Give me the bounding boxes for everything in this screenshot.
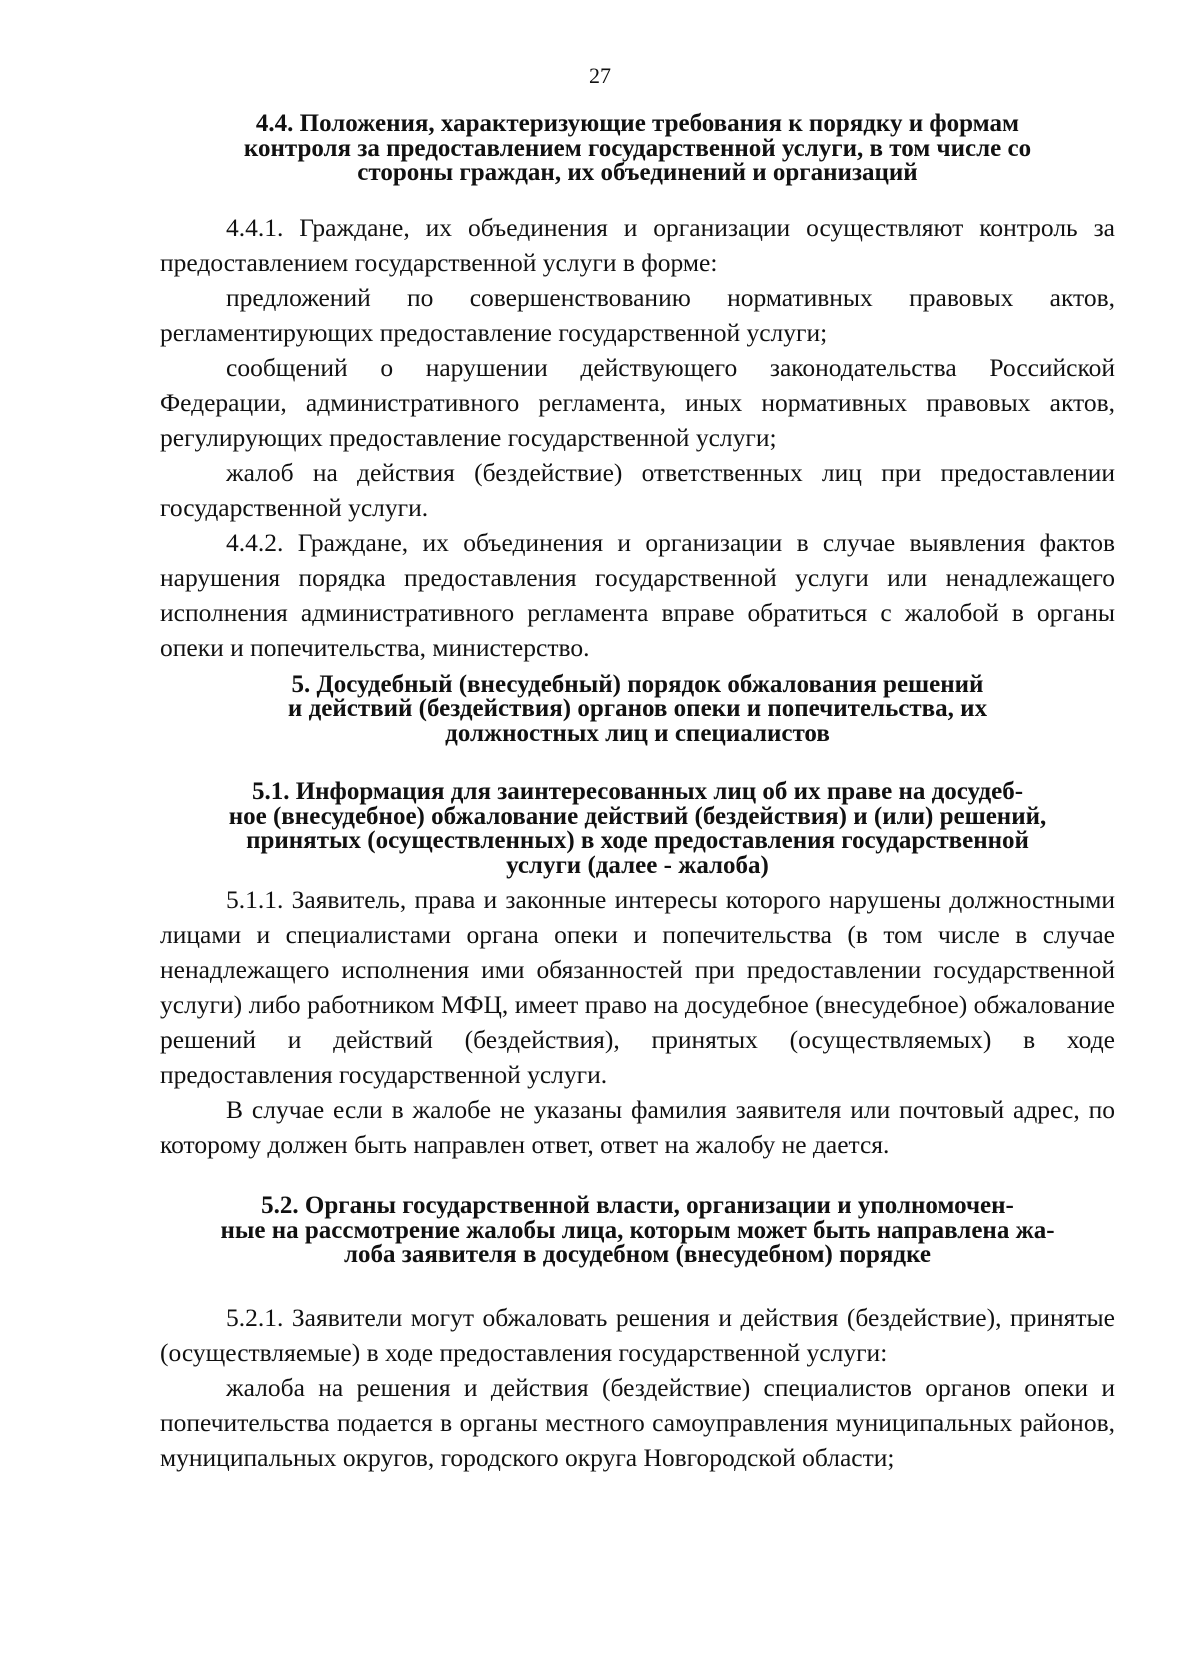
heading-line: ное (внесудебное) обжалование действий (бездействия) и (или) решений, <box>228 802 1047 830</box>
paragraph-complaints: жалоб на действия (бездействие) ответственных лиц при предоставлении государственной услуги. <box>160 457 1115 522</box>
paragraph-5-1-1: 5.1.1. Заявитель, права и законные интересы которого нарушены должностными лицами и специалистами органа опеки и попечительства (в том числе в случае ненадлежащего исполнения ими обязанностей при предоставлении государственной услуги) либо работником МФЦ, имеет право на досудебное (внесудебное) обжалование решений и действий (бездействия), принятых (осуществляемых) в ходе предоставления государственной услуги. <box>160 885 1115 1089</box>
heading-line: лоба заявителя в досудебном (внесудебном) порядке <box>344 1241 931 1268</box>
heading-line: 5. Досудебный (внесудебный) порядок обжалования решений <box>291 670 984 698</box>
heading-line: 4.4. Положения, характеризующие требования к порядку и формам <box>255 110 1020 137</box>
heading-line: должностных лиц и специалистов <box>445 719 830 747</box>
heading-line: принятых (осуществленных) в ходе предоставления государственной <box>246 827 1029 854</box>
paragraph-4-4-2: 4.4.2. Граждане, их объединения и организации в случае выявления фактов нарушения порядка предоставления государственной услуги или ненадлежащего исполнения административного регламента вправе обратиться с жалобой в органы опеки и попечительства, министерство. <box>160 527 1115 662</box>
paragraph-guardianship-complaint: жалоба на решения и действия (бездействие) специалистов органов опеки и попечительства подается в органы местного самоуправления муниципальных районов, муниципальных округов, городского округа Новгородской области; <box>160 1372 1115 1472</box>
heading-section-5-1 <box>160 780 1115 878</box>
heading-line: 5.1. Информация для заинтересованных лиц об их праве на досудеб- <box>251 778 1024 805</box>
heading-line: стороны граждан, их объединений и организаций <box>357 159 918 186</box>
paragraph-proposals: предложений по совершенствованию нормативных правовых актов, регламентирующих предоставление государственной услуги; <box>160 282 1115 347</box>
document-body <box>160 112 1115 1475</box>
page-number: 27 <box>589 63 611 88</box>
heading-section-5 <box>160 670 1115 747</box>
heading-line: ные на рассмотрение жалобы лица, которым может быть направлена жа- <box>220 1216 1055 1244</box>
heading-line: и действий (бездействия) органов опеки и попечительства, их <box>287 695 988 722</box>
heading-line: услуги (далее - жалоба) <box>506 851 769 879</box>
paragraph-no-address: В случае если в жалобе не указаны фамилия заявителя или почтовый адрес, по которому должен быть направлен ответ, ответ на жалобу не дается. <box>160 1095 1115 1159</box>
paragraph-4-4-1: 4.4.1. Граждане, их объединения и организации осуществляют контроль за предоставлением государственной услуги в форме: <box>160 212 1115 277</box>
heading-section-5-2 <box>160 1194 1115 1268</box>
heading-line: 5.2. Органы государственной власти, организации и уполномочен- <box>261 1192 1014 1219</box>
heading-line: контроля за предоставлением государственной услуги, в том числе со <box>243 134 1032 162</box>
paragraph-5-2-1: 5.2.1. Заявители могут обжаловать решения и действия (бездействие), принятые (осуществляемые) в ходе предоставления государственной услуги: <box>160 1302 1115 1367</box>
heading-section-4-4 <box>160 112 1115 186</box>
paragraph-reports: сообщений о нарушении действующего законодательства Российской Федерации, административного регламента, иных нормативных правовых актов, регулирующих предоставление государственной услуги; <box>160 352 1115 452</box>
